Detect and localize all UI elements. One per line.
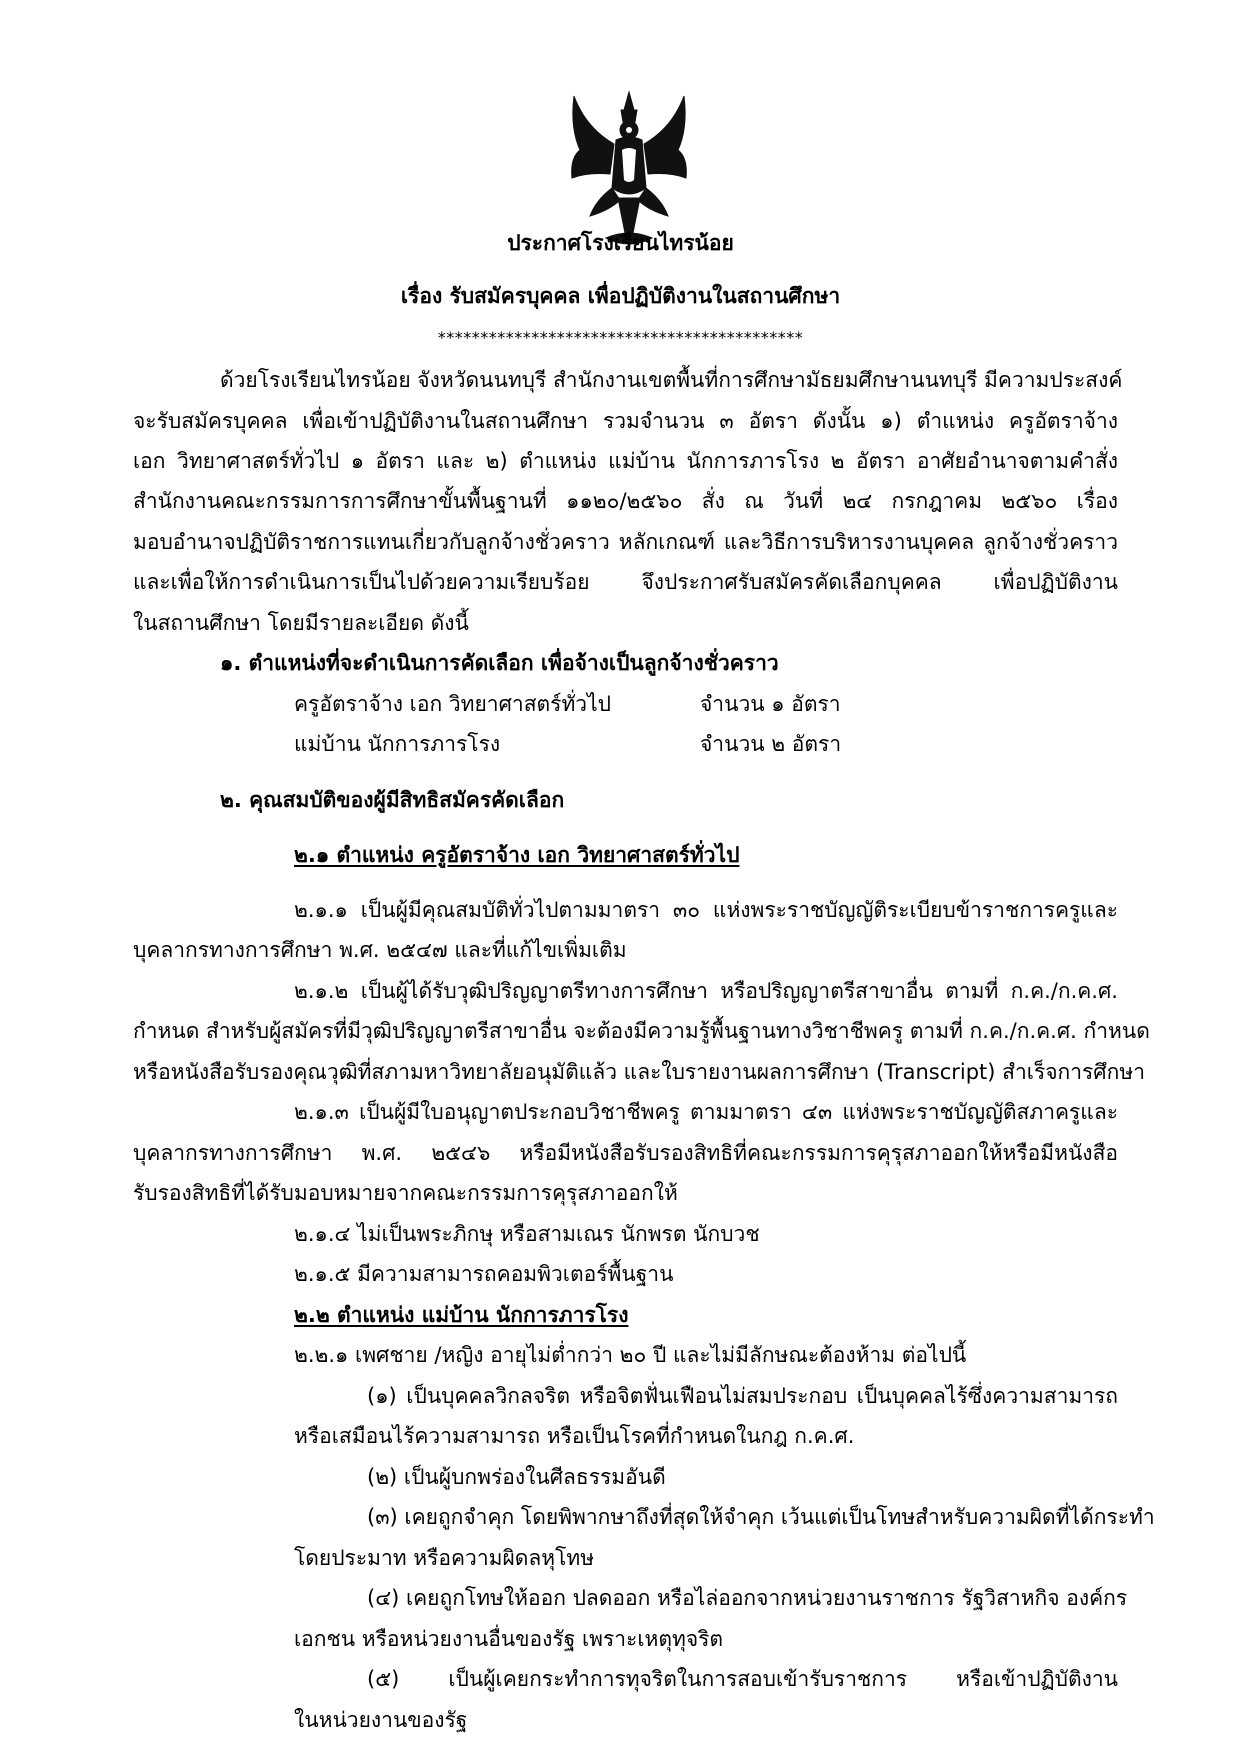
qualification-line: ๒.๑.๔ ไม่เป็นพระภิกษุ หรือสามเณร นักพรต นักบวช [294,1222,760,1246]
position-name: ครูอัตราจ้าง เอก วิทยาศาสตร์ทั่วไป [294,692,611,716]
qualification-line: หรือหนังสือรับรองคุณวุฒิที่สภามหาวิทยาลัยอนุมัติแล้ว และใบรายงานผลการศึกษา (Transcript) สำเร็จการศึกษา [133,1060,1145,1084]
intro-line: เอก วิทยาศาสตร์ทั่วไป ๑ อัตรา และ ๒) ตำแหน่ง แม่บ้าน นักการภารโรง ๒ อัตรา อาศัยอำนาจตามคำสั่ง [133,449,1118,473]
section1-heading: ๑. ตำแหน่งที่จะดำเนินการคัดเลือก เพื่อจ้างเป็นลูกจ้างชั่วคราว [220,651,779,675]
intro-line: ด้วยโรงเรียนไทรน้อย จังหวัดนนทบุรี สำนักงานเขตพื้นที่การศึกษามัธยมศึกษานนทบุรี มีความประสงค์ [220,368,1123,392]
position-name: แม่บ้าน นักการภารโรง [294,732,501,756]
prohibition-line: (๒) เป็นผู้บกพร่องในศีลธรรมอันดี [367,1465,666,1489]
prohibition-line: โดยประมาท หรือความผิดลหุโทษ [294,1546,595,1570]
position-count: จำนวน ๒ อัตรา [700,732,842,756]
intro-line: มอบอำนาจปฏิบัติราชการแทนเกี่ยวกับลูกจ้างชั่วคราว หลักเกณฑ์ และวิธีการบริหารงานบุคคล ลูกจ้างชั่วคราว [133,530,1118,554]
prohibition-line: (๕) เป็นผู้เคยกระทำการทุจริตในการสอบเข้ารับราชการ หรือเข้าปฏิบัติงาน [367,1667,1118,1691]
prohibition-line: (๓) เคยถูกจำคุก โดยพิพากษาถึงที่สุดให้จำคุก เว้นแต่เป็นโทษสำหรับความผิดที่ได้กระทำ [367,1505,1155,1529]
prohibition-line: (๔) เคยถูกโทษให้ออก ปลดออก หรือไล่ออกจากหน่วยงานราชการ รัฐวิสาหกิจ องค์กร [367,1586,1128,1610]
section2-heading: ๒. คุณสมบัติของผู้มีสิทธิสมัครคัดเลือก [220,788,565,812]
intro-line: และเพื่อให้การดำเนินการเป็นไปด้วยความเรียบร้อย จึงประกาศรับสมัครคัดเลือกบุคคล เพื่อปฏิบัติงาน [133,570,1118,594]
qualification-line: รับรองสิทธิที่ได้รับมอบหมายจากคณะกรรมการคุรุสภาออกให้ [133,1181,678,1205]
qualification-line: ๒.๑.๓ เป็นผู้มีใบอนุญาตประกอบวิชาชีพครู ตามมาตรา ๔๓ แห่งพระราชบัญญัติสภาครูและ [294,1100,1118,1124]
intro-line: สำนักงานคณะกรรมการการศึกษาขั้นพื้นฐานที่ ๑๑๒๐/๒๕๖๐ สั่ง ณ วันที่ ๒๔ กรกฎาคม ๒๕๖๐ เรื่อง [133,489,1118,513]
qualification-line: กำหนด สำหรับผู้สมัครที่มีวุฒิปริญญาตรีสาขาอื่น จะต้องมีความรู้พื้นฐานทางวิชาชีพครู ตามที่ ก.ค./ก.ค.ศ. กำหนด [133,1019,1150,1043]
subsection-2-2-heading: ๒.๒ ตำแหน่ง แม่บ้าน นักการภารโรง [294,1303,629,1327]
prohibition-line: เอกชน หรือหน่วยงานอื่นของรัฐ เพราะเหตุทุจริต [294,1627,724,1651]
qualification-line: บุคลากรทางการศึกษา พ.ศ. ๒๕๔๗ และที่แก้ไขเพิ่มเติม [133,938,627,962]
qualification-line: ๒.๑.๒ เป็นผู้ได้รับวุฒิปริญญาตรีทางการศึกษา หรือปริญญาตรีสาขาอื่น ตามที่ ก.ค./ก.ค.ศ. [294,979,1118,1003]
intro-line: จะรับสมัครบุคคล เพื่อเข้าปฏิบัติงานในสถานศึกษา รวมจำนวน ๓ อัตรา ดังนั้น ๑) ตำแหน่ง ครูอัตราจ้าง [133,409,1118,433]
qualification-line: ๒.๑.๑ เป็นผู้มีคุณสมบัติทั่วไปตามมาตรา ๓๐ แห่งพระราชบัญญัติระเบียบข้าราชการครูและ [294,898,1118,922]
announcement-subject: เรื่อง รับสมัครบุคคล เพื่อปฏิบัติงานในสถานศึกษา [400,284,841,308]
prohibition-line: หรือเสมือนไร้ความสามารถ หรือเป็นโรคที่กำหนดในกฎ ก.ค.ศ. [294,1424,855,1448]
subsection-2-1-heading: ๒.๑ ตำแหน่ง ครูอัตราจ้าง เอก วิทยาศาสตร์ทั่วไป [294,843,740,867]
qualification-line: บุคลากรทางการศึกษา พ.ศ. ๒๕๔๖ หรือมีหนังสือรับรองสิทธิที่คณะกรรมการคุรุสภาออกให้หรือมีหนังสือ [133,1141,1118,1165]
qualification-line: ๒.๒.๑ เพศชาย /หญิง อายุไม่ต่ำกว่า ๒๐ ปี และไม่มีลักษณะต้องห้าม ต่อไปนี้ [294,1343,967,1367]
qualification-line: ๒.๑.๕ มีความสามารถคอมพิวเตอร์พื้นฐาน [294,1262,674,1286]
prohibition-line: ในหน่วยงานของรัฐ [294,1708,468,1732]
prohibition-line: (๑) เป็นบุคคลวิกลจริต หรือจิตฟั่นเฟือนไม่สมประกอบ เป็นบุคคลไร้ซึ่งความสามารถ [367,1384,1118,1408]
position-count: จำนวน ๑ อัตรา [700,692,841,716]
intro-line: ในสถานศึกษา โดยมีรายละเอียด ดังนี้ [133,611,469,635]
separator-line: ******************************************* [437,328,804,347]
announcement-title: ประกาศโรงเรียนไทรน้อย [507,231,734,255]
